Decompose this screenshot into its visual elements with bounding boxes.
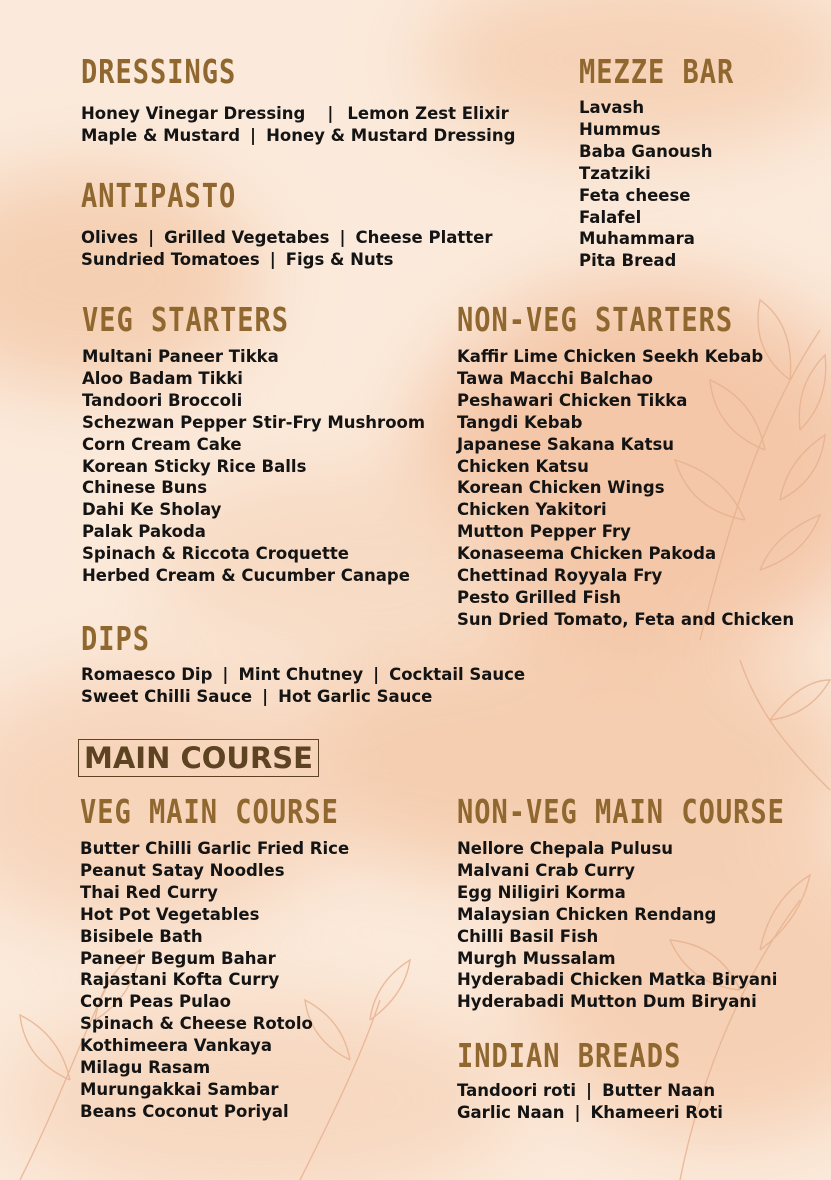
menu-item: Hummus: [579, 119, 661, 139]
menu-item: Tzatziki: [579, 163, 651, 183]
menu-item: Muhammara: [579, 229, 695, 249]
menu-item: Kaffir Lime Chicken Seekh Kebab: [457, 347, 764, 366]
veg-starters-section: [82, 301, 426, 587]
menu-item: Maple & Mustard: [81, 125, 241, 145]
dips-line-1: [81, 664, 525, 686]
menu-item: Tawa Macchi Balchao: [457, 368, 654, 388]
menu-item: Tandoori roti: [457, 1081, 577, 1100]
nonveg-main-section: [457, 793, 785, 1013]
menu-item: Hyderabadi Mutton Dum Biryani: [457, 992, 757, 1012]
menu-item: Romaesco Dip: [81, 665, 213, 684]
menu-item: Spinach & Cheese Rotolo: [80, 1014, 313, 1034]
menu-item: Garlic Naan: [457, 1102, 565, 1122]
menu-item: Malaysian Chicken Rendang: [457, 904, 717, 924]
antipasto-line-1: [81, 227, 492, 249]
menu-item: Milagu Rasam: [80, 1058, 211, 1078]
menu-item: Konaseema Chicken Pakoda: [457, 544, 717, 564]
menu-item: Peanut Satay Noodles: [80, 860, 285, 880]
dips-line-2: [81, 686, 525, 708]
menu-item: Hot Pot Vegetables: [80, 904, 260, 924]
antipasto-section: [81, 177, 493, 271]
menu-item: Korean Sticky Rice Balls: [82, 456, 307, 476]
dressings-line-2: [81, 125, 515, 147]
menu-item: Grilled Vegetabes: [164, 228, 330, 247]
dressings-section: [81, 53, 516, 147]
menu-item: Sundried Tomatoes: [81, 249, 260, 269]
veg-main-section: [80, 793, 350, 1123]
separator: |: [148, 228, 155, 247]
menu-item: Chilli Basil Fish: [457, 926, 599, 946]
menu-item: Nellore Chepala Pulusu: [457, 839, 674, 858]
menu-item: Chettinad Royyala Fry: [457, 566, 663, 586]
menu-item: Dahi Ke Sholay: [82, 500, 222, 520]
menu-item: Herbed Cream & Cucumber Canape: [82, 566, 410, 586]
menu-item: Egg Niligiri Korma: [457, 882, 626, 902]
indian-breads-heading: INDIAN BREADS: [457, 1037, 682, 1076]
menu-item: Pesto Grilled Fish: [457, 587, 621, 607]
menu-item: Tandoori Broccoli: [82, 390, 243, 410]
menu-item: Mutton Pepper Fry: [457, 522, 631, 542]
menu-item: Olives: [81, 228, 139, 247]
menu-item: Lemon Zest Elixir: [347, 104, 509, 123]
menu-item: Khameeri Roti: [590, 1102, 723, 1122]
menu-item: Chinese Buns: [82, 478, 208, 498]
separator: |: [269, 249, 276, 269]
menu-item: Corn Peas Pulao: [80, 992, 232, 1012]
main-course-title: MAIN COURSE: [78, 739, 319, 777]
menu-item: Sweet Chilli Sauce: [81, 686, 253, 706]
separator: |: [574, 1102, 581, 1122]
menu-item: Cocktail Sauce: [389, 665, 526, 684]
menu-item: Figs & Nuts: [285, 249, 394, 269]
separator: |: [222, 665, 229, 684]
menu-item: Cheese Platter: [355, 228, 493, 247]
nonveg-starters-heading: NON-VEG STARTERS: [457, 301, 734, 340]
menu-item: Spinach & Riccota Croquette: [82, 544, 349, 564]
menu-item: Paneer Begum Bahar: [80, 948, 276, 968]
antipasto-heading: ANTIPASTO: [81, 177, 237, 216]
menu-item: Falafel: [579, 207, 642, 227]
menu-item: Pita Bread: [579, 251, 677, 271]
menu-item: Chicken Yakitori: [457, 500, 607, 520]
menu-item: Schezwan Pepper Stir-Fry Mushroom: [82, 412, 426, 432]
breads-line-1: [457, 1080, 723, 1102]
menu-item: Tangdi Kebab: [457, 412, 583, 432]
menu-item: Murungakkai Sambar: [80, 1079, 279, 1099]
menu-item: Hyderabadi Chicken Matka Biryani: [457, 970, 778, 990]
menu-item: Honey Vinegar Dressing: [81, 104, 306, 123]
menu-item: Rajastani Kofta Curry: [80, 970, 280, 990]
mezze-bar-heading: MEZZE BAR: [579, 53, 735, 92]
menu-item: Beans Coconut Poriyal: [80, 1101, 289, 1121]
menu-item: Aloo Badam Tikki: [82, 368, 243, 388]
menu-item: Butter Chilli Garlic Fried Rice: [80, 839, 350, 858]
breads-line-2: [457, 1102, 723, 1124]
menu-item: Baba Ganoush: [579, 141, 713, 161]
menu-item: Honey & Mustard Dressing: [266, 125, 516, 145]
dressings-heading: DRESSINGS: [81, 53, 237, 92]
menu-item: Hot Garlic Sauce: [278, 686, 433, 706]
menu-item: Thai Red Curry: [80, 882, 218, 902]
menu-item: Feta cheese: [579, 185, 691, 205]
mezze-bar-section: [579, 53, 735, 272]
separator: |: [373, 665, 380, 684]
separator: |: [262, 686, 269, 706]
dips-heading: DIPS: [81, 620, 151, 659]
veg-starters-heading: VEG STARTERS: [82, 301, 290, 340]
dressings-line-1: [81, 103, 515, 125]
menu-item: Multani Paneer Tikka: [82, 347, 279, 366]
dips-section: [81, 620, 526, 708]
veg-main-heading: VEG MAIN COURSE: [80, 793, 339, 832]
nonveg-main-heading: NON-VEG MAIN COURSE: [457, 793, 785, 832]
menu-item: Murgh Mussalam: [457, 948, 616, 968]
separator: |: [339, 228, 346, 247]
menu-item: Malvani Crab Curry: [457, 860, 636, 880]
menu-item: Peshawari Chicken Tikka: [457, 390, 688, 410]
antipasto-line-2: [81, 249, 492, 271]
menu-item: Butter Naan: [602, 1081, 716, 1100]
separator: |: [250, 125, 257, 145]
menu-item: Chicken Katsu: [457, 456, 589, 476]
menu-item: Japanese Sakana Katsu: [457, 434, 675, 454]
menu-item: Mint Chutney: [238, 665, 364, 684]
menu-item: Bisibele Bath: [80, 926, 203, 946]
nonveg-starters-section: [457, 301, 795, 631]
separator: |: [327, 104, 334, 123]
menu-item: Palak Pakoda: [82, 522, 206, 542]
menu-item: Korean Chicken Wings: [457, 478, 665, 498]
menu-item: Sun Dried Tomato, Feta and Chicken: [457, 609, 795, 629]
menu-item: Corn Cream Cake: [82, 434, 242, 454]
menu-item: Kothimeera Vankaya: [80, 1036, 272, 1056]
indian-breads-section: [457, 1037, 723, 1124]
separator: |: [586, 1081, 593, 1100]
menu-item: Lavash: [579, 98, 645, 117]
